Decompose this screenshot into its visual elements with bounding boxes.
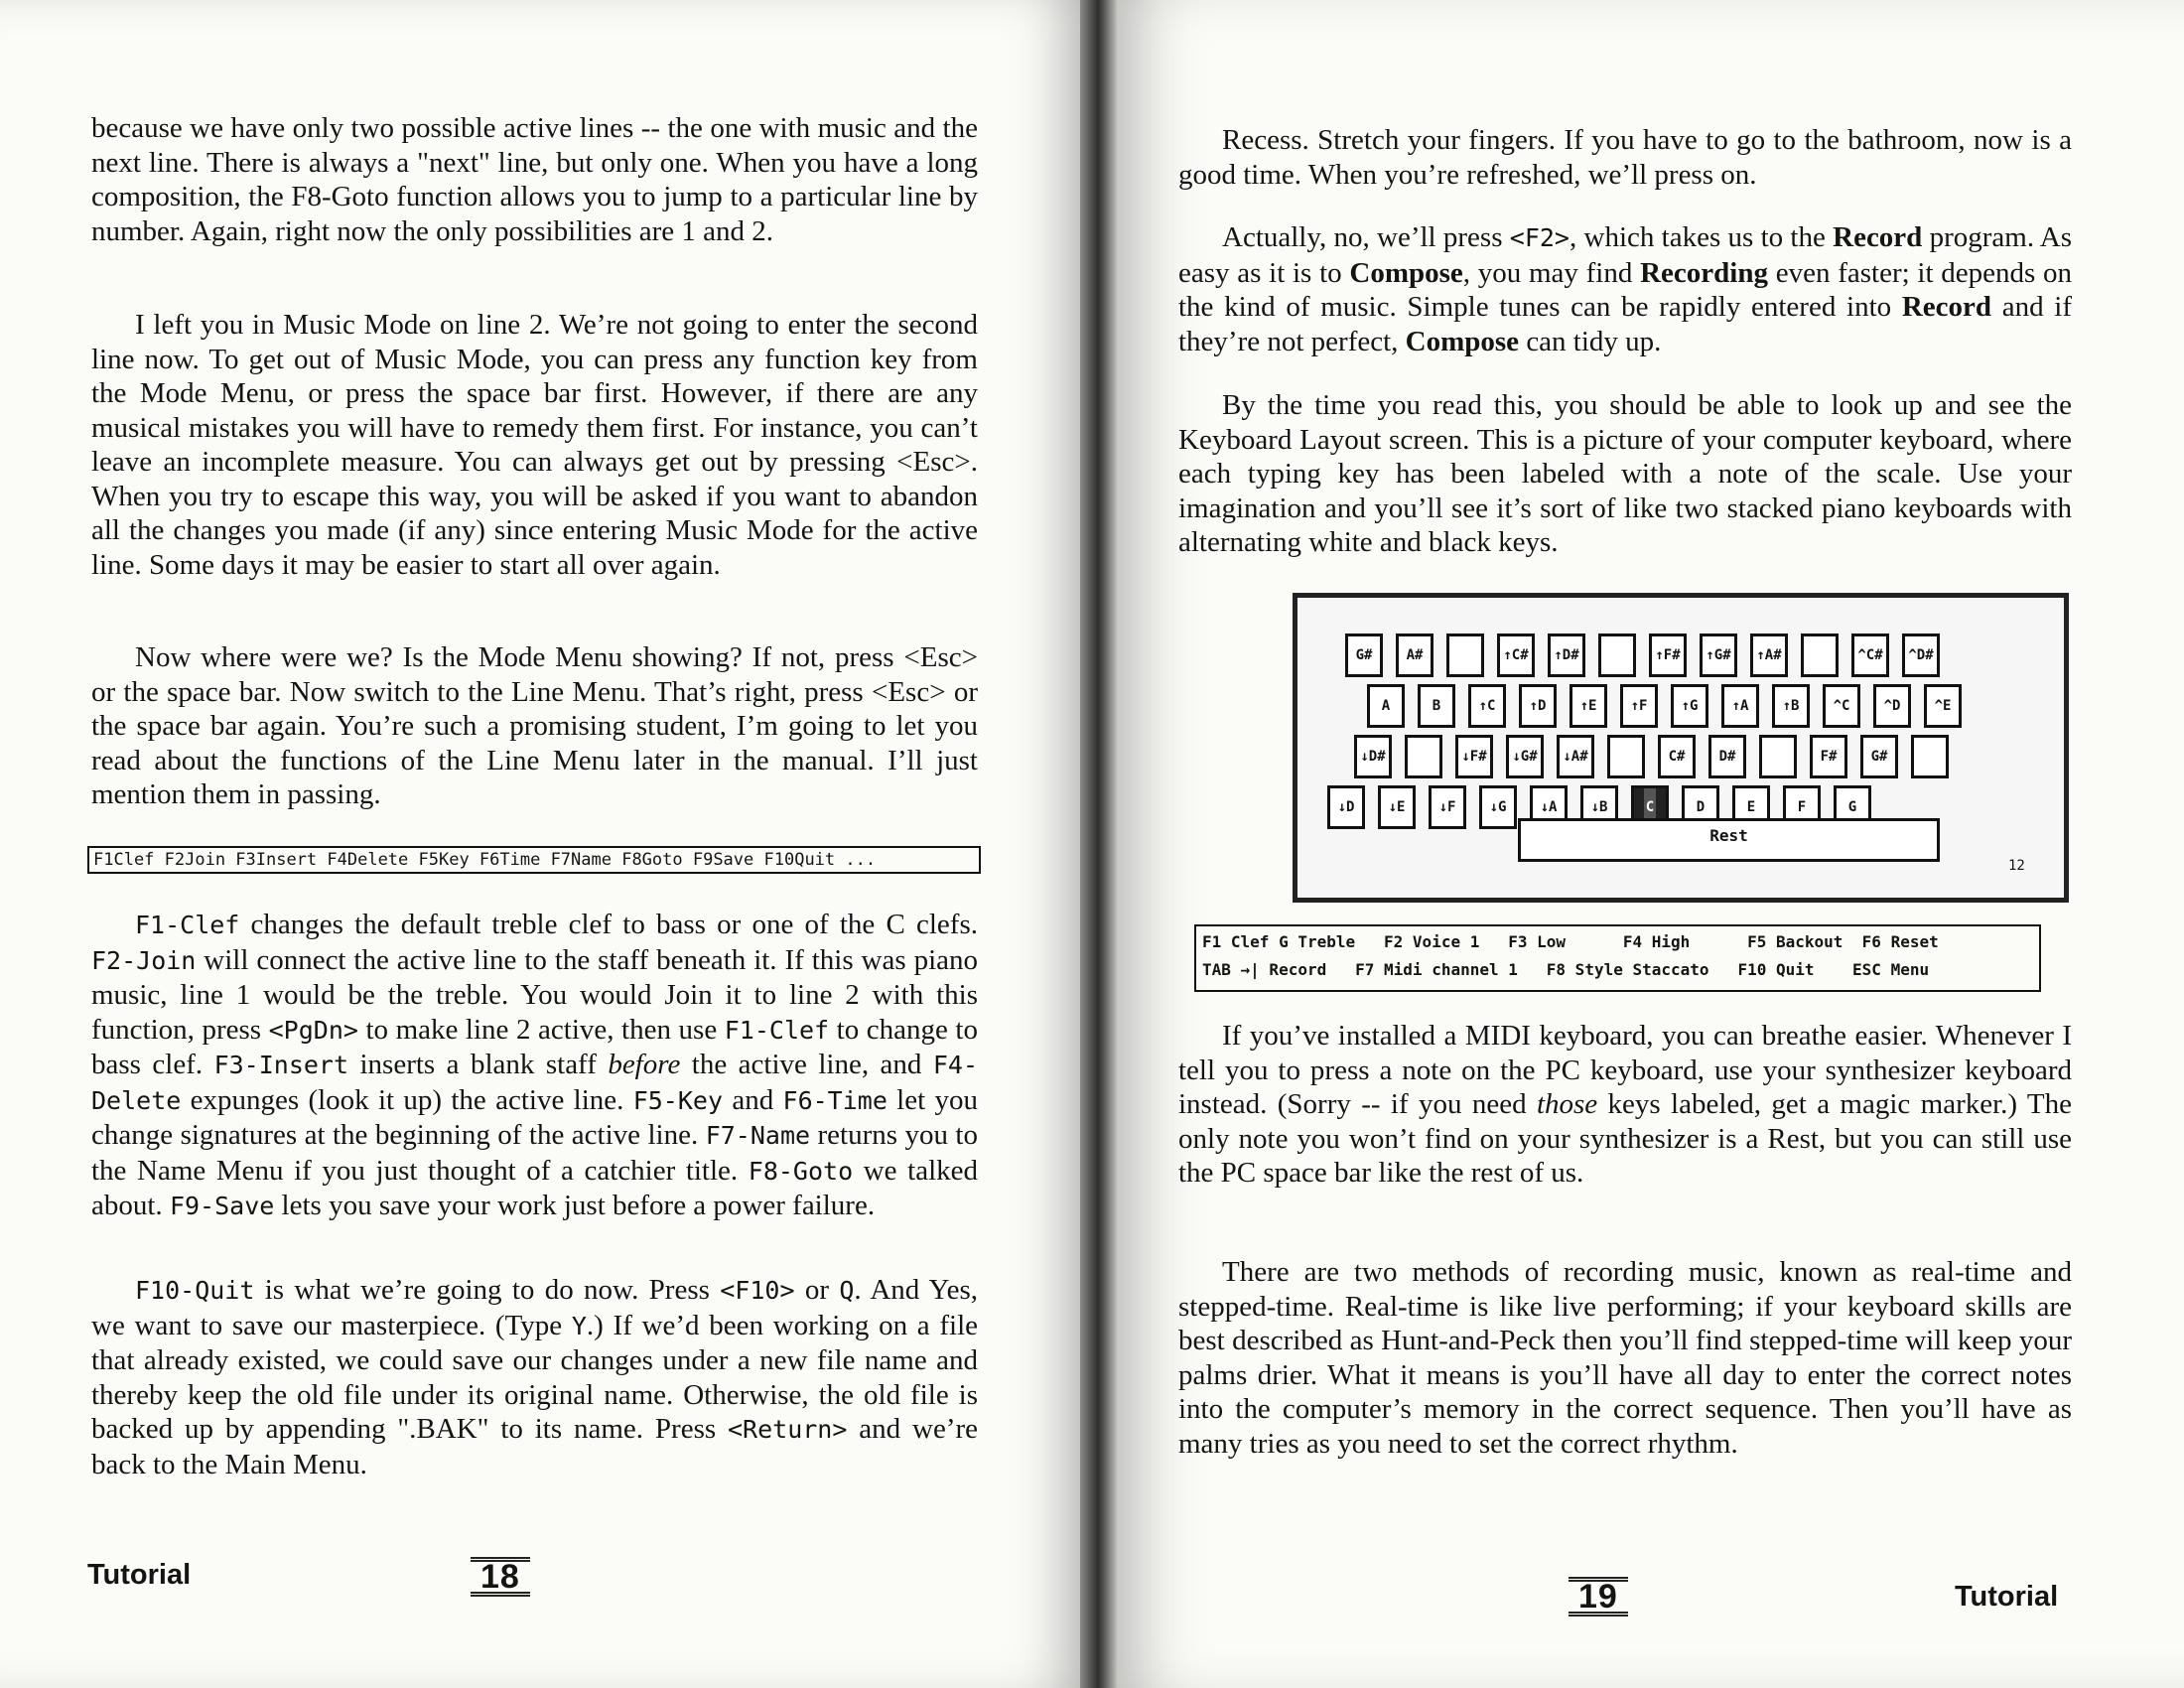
keyboard-key-label: ^E — [1934, 698, 1952, 714]
keyboard-key-row3-7 — [1708, 735, 1746, 778]
those-emphasis: those — [1536, 1088, 1598, 1120]
keyboard-key-row3-2 — [1455, 735, 1493, 778]
return-key-term: <Return> — [728, 1415, 848, 1444]
keyboard-key-row2-1 — [1418, 684, 1455, 728]
compose-term: Compose — [1349, 256, 1463, 289]
right-paragraph-2 — [1178, 220, 2072, 358]
p4-text-8: and — [723, 1083, 783, 1116]
keyboard-key-row3-11 — [1911, 735, 1949, 778]
keyboard-key-label: ↑A — [1731, 698, 1749, 714]
keyboard-key-row2-10 — [1873, 684, 1911, 728]
right-page-number: 19 — [1569, 1577, 1628, 1617]
keyboard-key-label: ↑C# — [1503, 647, 1529, 663]
recording-term: Recording — [1640, 256, 1768, 289]
f2-key-term: <F2> — [1509, 223, 1570, 252]
book-gutter — [1080, 0, 1120, 1688]
keyboard-key-row1-4 — [1548, 633, 1585, 677]
p4-text-6: the active line, and — [680, 1049, 933, 1080]
keyboard-key-row2-2 — [1468, 684, 1506, 728]
keyboard-key-label: G — [1847, 799, 1857, 815]
right-paragraph-3 — [1178, 388, 2072, 560]
keyboard-key-label: ^D# — [1908, 647, 1934, 663]
keyboard-key-label: ↑D# — [1554, 647, 1579, 663]
right-paragraph-5 — [1178, 1255, 2072, 1461]
right-page — [1117, 0, 2184, 1688]
keyboard-key-row3-9 — [1810, 735, 1847, 778]
keyboard-key-row3-3 — [1506, 735, 1544, 778]
f1-clef-term: F1-Clef — [135, 911, 240, 939]
rp2-text-4: , you may find — [1462, 256, 1641, 289]
keyboard-key-row1-9 — [1801, 633, 1839, 677]
keyboard-key-label: G# — [1355, 647, 1373, 663]
keyboard-key-row3-0 — [1354, 735, 1392, 778]
right-paragraph-2-text — [1178, 220, 2072, 358]
keyboard-key-row2-7 — [1721, 684, 1759, 728]
keyboard-key-label: ↓F — [1438, 799, 1456, 815]
rp2-text-7: can tidy up. — [1519, 325, 1662, 357]
keyboard-key-row2-8 — [1772, 684, 1810, 728]
left-page — [0, 0, 1082, 1688]
left-paragraph-5-text — [91, 1273, 978, 1481]
keyboard-key-label: ↓G# — [1512, 749, 1538, 765]
keyboard-key-label: ↑F# — [1655, 647, 1681, 663]
rp2-text-1: Actually, no, we’ll press — [1222, 221, 1510, 253]
keyboard-corner-number: 12 — [2008, 858, 2025, 874]
f5-key-term: F5-Key — [632, 1085, 724, 1115]
keyboard-key-row3-1 — [1405, 735, 1442, 778]
p5-text-4: .) If we’d been working on a file that already existed, we could save our changes under a new file name and thereby keep the old file under its original name. Otherwise, the old file is backed up by appending ".BAK" to its name. Press — [91, 1309, 979, 1445]
rp2-text-5: even faster; it depends on the kind of music. Simple tunes can be rapidly entered into — [1178, 256, 2072, 323]
p4-text-1: changes the default treble clef to bass or one of the C clefs. — [239, 909, 978, 940]
rp2-text-6: and if they’re not perfect, — [1178, 291, 2072, 357]
keyboard-key-label: ↓F# — [1461, 749, 1487, 765]
f10-key-term: <F10> — [720, 1276, 795, 1305]
keyboard-key-label: G# — [1870, 749, 1888, 765]
keyboard-key-label: B — [1432, 698, 1441, 714]
p4-text-10: returns you to the Name Menu if you just thought of a catchier title. — [91, 1119, 978, 1187]
keyboard-key-row1-3 — [1497, 633, 1535, 677]
keyboard-key-row1-5 — [1598, 633, 1636, 677]
rp4-text-2: keys labeled, get a magic marker.) The only note you won’t find on your synthesizer is a Rest, but you can still use the PC space bar like the rest of us. — [1178, 1088, 2072, 1189]
keyboard-key-label: ^D — [1883, 698, 1901, 714]
status-line-2: TAB →| Record F7 Midi channel 1 F8 Style Staccato F10 Quit ESC Menu — [1202, 960, 1930, 979]
keyboard-key-label: A# — [1406, 647, 1424, 663]
keyboard-key-row2-6 — [1671, 684, 1708, 728]
left-paragraph-1 — [91, 111, 978, 248]
keyboard-key-label: ↓A# — [1563, 749, 1588, 765]
right-paragraph-1 — [1178, 123, 2072, 192]
keyboard-key-label: ^C# — [1857, 647, 1883, 663]
p4-text-7: expunges (look it up) the active line. — [181, 1083, 633, 1116]
f4-delete-term: F4-Delete — [91, 1051, 979, 1115]
keyboard-key-row1-7 — [1700, 633, 1737, 677]
keyboard-key-row2-3 — [1519, 684, 1557, 728]
keyboard-key-row1-8 — [1750, 633, 1788, 677]
keyboard-key-row4-3 — [1479, 785, 1517, 829]
keyboard-key-row3-5 — [1607, 735, 1645, 778]
rp2-text-2: , which takes us to the — [1569, 221, 1834, 253]
keyboard-key-row1-10 — [1851, 633, 1889, 677]
keyboard-key-label: ↓B — [1590, 799, 1608, 815]
rp4-text-1: If you’ve installed a MIDI keyboard, you can breathe easier. Whenever I tell you to press a note on the PC keyboard, use your synthesizer keyboard instead. (Sorry -- if you need — [1178, 1020, 2072, 1120]
keyboard-key-label: ↓A — [1540, 799, 1558, 815]
f2-join-term: F2-Join — [91, 945, 197, 975]
p5-text-5: and we’re back to the Main Menu. — [91, 1413, 979, 1480]
p5-text-3: . And Yes, we want to save our masterpiece. (Type — [91, 1274, 978, 1341]
keyboard-key-row1-11 — [1902, 633, 1940, 677]
keyboard-key-label: C# — [1668, 749, 1686, 765]
keyboard-key-label: F — [1797, 799, 1807, 815]
p4-text-3: to make line 2 active, then use — [357, 1013, 725, 1046]
f9-save-term: F9-Save — [169, 1192, 275, 1220]
compose-term-2: Compose — [1405, 325, 1520, 357]
keyboard-key-row2-11 — [1924, 684, 1962, 728]
p4-text-9: let you change signatures at the beginning of the active line. — [91, 1083, 978, 1151]
keyboard-key-row1-2 — [1446, 633, 1484, 677]
keyboard-key-row1-6 — [1649, 633, 1687, 677]
keyboard-key-label: D# — [1718, 749, 1736, 765]
keyboard-key-label: D — [1696, 799, 1706, 815]
keyboard-layout-screen — [1293, 593, 2069, 903]
left-page-number: 18 — [471, 1557, 530, 1597]
left-paragraph-4-text — [91, 908, 978, 1224]
f10-quit-term: F10-Quit — [135, 1276, 255, 1305]
keyboard-key-row1-0 — [1345, 633, 1383, 677]
p4-text-2: will connect the active line to the staff beneath it. If this was piano music, line 1 would be the treble. You would Join it to line 2 with this function, press — [91, 943, 978, 1046]
right-paragraph-4-text — [1178, 1019, 2072, 1191]
keyboard-key-label: ↓D — [1337, 799, 1355, 815]
right-footer-label: Tutorial — [1955, 1581, 2059, 1613]
keyboard-key-row2-4 — [1570, 684, 1607, 728]
p4-text-12: lets you save your work just before a power failure. — [274, 1190, 876, 1221]
keyboard-key-label: ↓G — [1489, 799, 1507, 815]
keyboard-key-row3-4 — [1557, 735, 1594, 778]
f3-insert-term: F3-Insert — [213, 1051, 349, 1079]
keyboard-key-label: ↑F — [1630, 698, 1648, 714]
keyboard-key-label: ↓E — [1388, 799, 1406, 815]
f6-time-term: F6-Time — [782, 1085, 887, 1115]
right-paragraph-1-text: Recess. Stretch your fingers. If you have to go to the bathroom, now is a good time. When you’re refreshed, we’ll press on. — [1178, 124, 2072, 191]
keyboard-key-label: ↑B — [1782, 698, 1800, 714]
left-footer-label: Tutorial — [87, 1559, 192, 1591]
keyboard-key-row1-1 — [1396, 633, 1433, 677]
p4-text-11: we talked about. — [91, 1154, 978, 1221]
p4-text-4: to change to bass clef. — [91, 1013, 978, 1080]
keyboard-key-label: ↑C — [1478, 698, 1496, 714]
keyboard-key-row4-0 — [1327, 785, 1365, 829]
record-term-2: Record — [1901, 291, 1992, 323]
left-paragraph-3-text: Now where were we? Is the Mode Menu showing? If not, press <Esc> or the space bar. Now switch to the Line Menu. That’s right, press <Esc> or the space bar again. You’re such a promising student, I’m going to let you read about the functions of the Line Menu later in the manual. I’ll just mention them in passing. — [91, 641, 978, 810]
left-paragraph-3 — [91, 640, 978, 812]
keyboard-key-label: ↑G — [1681, 698, 1699, 714]
keyboard-key-row3-8 — [1759, 735, 1797, 778]
keyboard-key-label: A — [1381, 698, 1391, 714]
rp2-text-3: program. As easy as it is to — [1178, 221, 2072, 289]
keyboard-key-label: ↑G# — [1706, 647, 1731, 663]
record-term: Record — [1833, 221, 1923, 253]
right-paragraph-3-text: By the time you read this, you should be able to look up and see the Keyboard Layout screen. This is a picture of your computer keyboard, where each typing key has been labeled with a note of the scale. Use your imagination and you’ll see it’s sort of like two stacked piano keyboards with alternating white and black keys. — [1178, 389, 2072, 558]
keyboard-key-label: ^C — [1833, 698, 1850, 714]
line-menu-function-bar — [87, 846, 981, 874]
right-paragraph-4 — [1178, 1019, 2072, 1191]
keyboard-key-row4-1 — [1378, 785, 1416, 829]
f8-goto-term: F8-Goto — [748, 1156, 854, 1186]
left-paragraph-4 — [91, 908, 978, 1224]
pgdn-key-term: <PgDn> — [268, 1015, 358, 1045]
keyboard-key-row2-0 — [1367, 684, 1405, 728]
q-key-term: Q — [839, 1276, 855, 1305]
left-paragraph-2 — [91, 308, 978, 582]
keyboard-key-label: ↑A# — [1756, 647, 1782, 663]
keyboard-key-label: C — [1644, 788, 1656, 826]
keyboard-key-row2-5 — [1620, 684, 1658, 728]
keyboard-key-label: ↑D — [1529, 698, 1547, 714]
keyboard-key-label: ↑E — [1579, 698, 1597, 714]
left-paragraph-5 — [91, 1273, 978, 1481]
p4-text-5: inserts a blank staff — [348, 1049, 609, 1080]
record-status-bar — [1194, 924, 2041, 992]
f1-clef-term-2: F1-Clef — [724, 1015, 830, 1045]
left-paragraph-1-text: because we have only two possible active lines -- the one with music and the next line. There is always a "next" line, but only one. When you have a long composition, the F8-Goto function allows you to jump to a particular line by number. Again, right now the only possibilities are 1 and 2. — [91, 112, 978, 247]
space-bar-key — [1518, 818, 1940, 862]
space-bar-label: Rest — [1709, 826, 1748, 845]
keyboard-key-row3-10 — [1860, 735, 1898, 778]
y-key-term: Y — [571, 1311, 587, 1340]
keyboard-key-label: E — [1746, 799, 1756, 815]
right-paragraph-5-text: There are two methods of recording music, known as real-time and stepped-time. Real-time is like live performing; if your keyboard skills are best described as Hunt-and-Peck then you’ll find stepped-time will keep your palms drier. What it means is you’ll have all day to enter the correct notes into the computer’s memory in the correct sequence. Then you’ll have as many tries as you need to set the correct rhythm. — [1178, 1256, 2072, 1460]
status-line-1: F1 Clef G Treble F2 Voice 1 F3 Low F4 High F5 Backout F6 Reset — [1202, 932, 1939, 951]
function-bar-text: F1Clef F2Join F3Insert F4Delete F5Key F6Time F7Name F8Goto F9Save F10Quit ... — [93, 850, 877, 870]
p5-text-1: is what we’re going to do now. Press — [254, 1274, 721, 1306]
keyboard-key-label: ↓D# — [1360, 749, 1386, 765]
p5-text-2: or — [794, 1274, 840, 1306]
left-paragraph-2-text: I left you in Music Mode on line 2. We’re not going to enter the second line now. To get out of Music Mode, you can press any function key from the Mode Menu, or press the space bar first. However, if there are any musical mistakes you will have to remedy them first. For instance, you can’t leave an incomplete measure. You can always get out by pressing <Esc>. When you try to escape this way, you will be asked if you want to abandon all the changes you made (if any) since entering Music Mode for the active line. Some days it may be easier to start all over again. — [91, 309, 978, 581]
f7-name-term: F7-Name — [705, 1121, 811, 1150]
keyboard-key-row3-6 — [1658, 735, 1696, 778]
keyboard-key-row2-9 — [1823, 684, 1860, 728]
keyboard-key-row4-2 — [1429, 785, 1466, 829]
before-emphasis: before — [608, 1049, 681, 1080]
keyboard-key-label: F# — [1820, 749, 1838, 765]
